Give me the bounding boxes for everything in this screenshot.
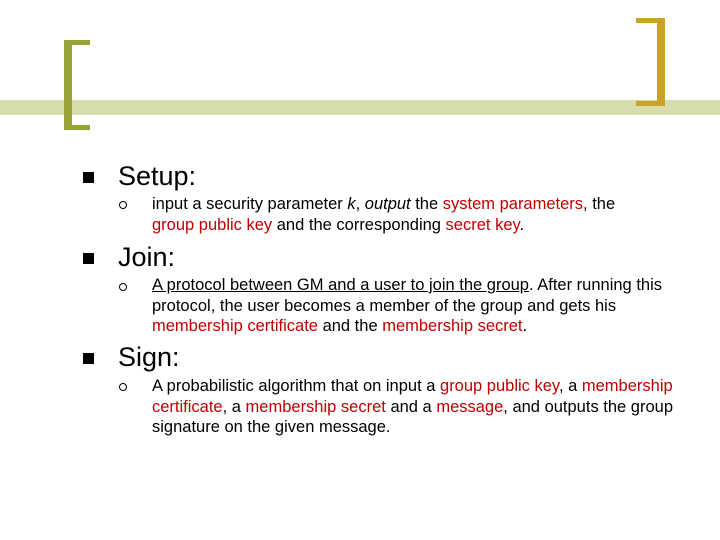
square-bullet-icon [83,253,94,264]
section-heading-sign: Sign: [118,342,180,372]
circle-bullet-icon [119,283,127,291]
circle-bullet-icon [119,201,127,209]
setup-description: input a security parameter k, output the system parameters, the group public key and the corresponding secret key. [152,195,616,234]
square-bullet-icon [83,172,94,183]
circle-bullet-icon [119,383,127,391]
sign-description: A probabilistic algorithm that on input a group public key, a membership certificate, a membership secret and a message, and outputs the group signature on the given message. [152,377,673,436]
section-heading-join: Join: [118,242,176,272]
section-heading-setup: Setup: [118,161,197,191]
square-bullet-icon [83,353,94,364]
join-description: A protocol between GM and a user to join the group. After running this protocol, the user becomes a member of the group and gets his membership certificate and the membership secret. [152,276,662,335]
